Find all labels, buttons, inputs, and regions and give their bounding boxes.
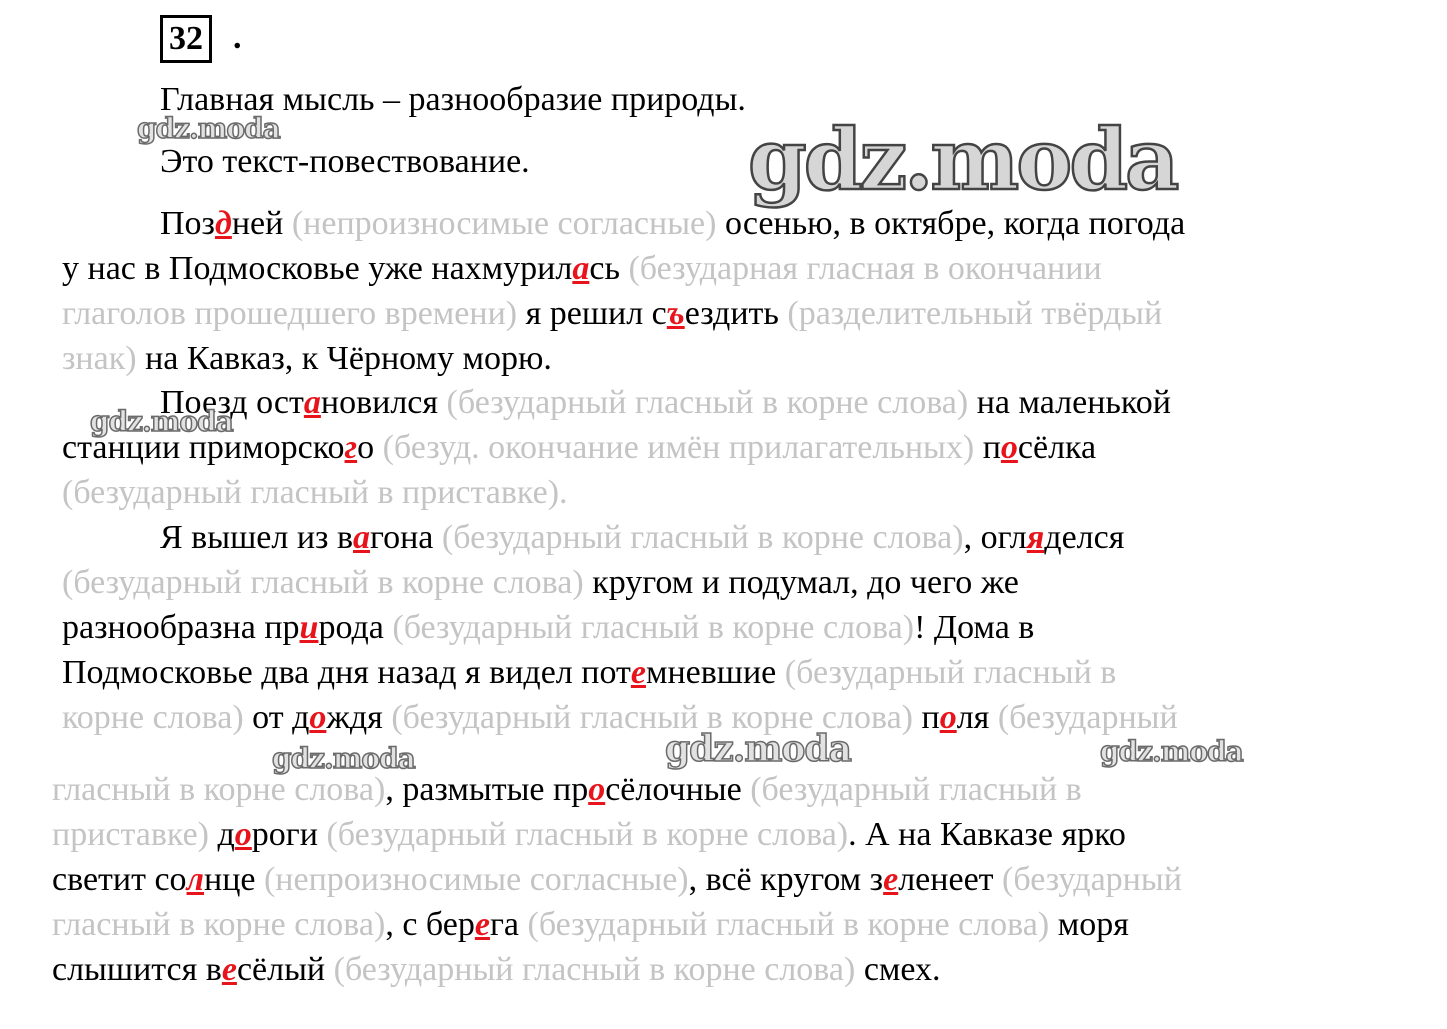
rule-note: (безуд. окончание имён прилагательных) xyxy=(382,429,975,466)
text-line xyxy=(62,563,1019,603)
text-fragment: ездить xyxy=(684,295,788,332)
text-fragment: , огл xyxy=(963,519,1027,556)
text-type-line: Это текст-повествование. xyxy=(160,143,530,180)
text-fragment: сёлка xyxy=(1017,429,1097,466)
rule-note: (безударный гласный в корне слова) xyxy=(527,906,1050,943)
text-line xyxy=(52,770,1082,810)
text-fragment: , всё кругом з xyxy=(688,861,884,898)
text-fragment: , размытые пр xyxy=(385,771,589,808)
rule-note: (непроизносимые согласные) xyxy=(291,205,717,242)
text-line xyxy=(62,249,1102,289)
rule-note: (непроизносимые согласные) xyxy=(263,861,689,898)
rule-note: гласный в корне слова) xyxy=(52,771,386,808)
highlighted-letter: и xyxy=(299,609,319,646)
watermark-large: gdz.moda xyxy=(748,110,1177,209)
text-fragment: ля xyxy=(956,699,998,736)
rule-note: (безударный гласный в приставке). xyxy=(62,474,568,511)
highlighted-letter: л xyxy=(186,861,204,898)
text-line xyxy=(160,383,1171,423)
text-fragment: моря xyxy=(1049,906,1129,943)
text-fragment: Поз xyxy=(160,205,215,242)
highlighted-letter: о xyxy=(309,699,327,736)
rule-note: (безударный гласный в xyxy=(784,654,1117,691)
text-fragment: от д xyxy=(243,699,310,736)
text-line xyxy=(62,608,1034,648)
text-fragment: осенью, в октябре, когда погода xyxy=(716,205,1186,242)
highlighted-letter: г xyxy=(344,429,358,466)
rule-note: глаголов прошедшего времени) xyxy=(62,295,518,332)
watermark: gdz.moda xyxy=(137,112,280,145)
rule-note: (безударный гласный в корне слова) xyxy=(62,564,584,601)
rule-note: (безударный гласный в xyxy=(750,771,1082,808)
highlighted-letter: е xyxy=(474,906,490,943)
text-fragment: ! Дома в xyxy=(914,609,1035,646)
text-fragment: слышится в xyxy=(52,951,222,988)
text-fragment: о xyxy=(357,429,383,466)
rule-note: (безударный гласный в корне слова) xyxy=(446,384,969,421)
highlighted-letter: а xyxy=(303,384,321,421)
exercise-number-box: 32 xyxy=(160,15,212,63)
rule-note: (безударный гласный в корне слова) xyxy=(326,816,849,853)
text-line xyxy=(62,339,552,379)
rule-note: гласный в корне слова) xyxy=(52,906,386,943)
rule-note: (безударная гласная в окончании xyxy=(628,250,1102,287)
text-fragment: Подмосковье два дня назад я видел пот xyxy=(62,654,631,691)
text-fragment: сёлочные xyxy=(605,771,751,808)
highlighted-letter: е xyxy=(883,861,899,898)
text-fragment: га xyxy=(489,906,528,943)
text-fragment: , с бер xyxy=(385,906,475,943)
text-line xyxy=(62,294,1162,334)
rule-note: (безударный гласный в корне слова) xyxy=(391,699,913,736)
watermark-medium: gdz.moda xyxy=(665,728,851,770)
text-fragment: гона xyxy=(370,519,442,556)
rule-note: (безударный гласный в корне слова) xyxy=(441,519,964,556)
highlighted-letter: е xyxy=(630,654,646,691)
main-idea-line: Главная мысль – разнообразие природы. xyxy=(160,81,746,118)
text-fragment: на маленькой xyxy=(968,384,1171,421)
rule-note: (безударный гласный в корне слова) xyxy=(392,609,915,646)
highlighted-letter: о xyxy=(1000,429,1018,466)
rule-note: (безударный xyxy=(1002,861,1182,898)
text-fragment: делся xyxy=(1044,519,1125,556)
text-fragment: кругом и подумал, до чего же xyxy=(583,564,1019,601)
text-fragment: мневшие xyxy=(645,654,785,691)
text-line xyxy=(52,905,1129,945)
text-line xyxy=(52,950,941,990)
text-fragment: роги xyxy=(251,816,327,853)
text-fragment: сёлый xyxy=(236,951,334,988)
text-line xyxy=(62,473,568,513)
highlighted-letter: о xyxy=(939,699,957,736)
highlighted-letter: д xyxy=(214,205,232,242)
watermark: gdz.moda xyxy=(90,405,233,438)
exercise-number-dot: . xyxy=(233,19,242,56)
text-line xyxy=(52,860,1182,900)
text-line xyxy=(160,204,1185,244)
highlighted-letter: о xyxy=(234,816,252,853)
rule-note: (разделительный твёрдый xyxy=(787,295,1163,332)
text-fragment: новился xyxy=(320,384,447,421)
watermark: gdz.moda xyxy=(272,742,415,775)
text-line xyxy=(62,698,1178,738)
text-fragment: станции приморско xyxy=(62,429,345,466)
text-fragment: на Кавказ, к Чёрному морю. xyxy=(136,340,552,377)
highlighted-letter: о xyxy=(588,771,606,808)
text-fragment: я решил с xyxy=(517,295,667,332)
rule-note: корне слова) xyxy=(62,699,244,736)
text-fragment: смех. xyxy=(855,951,941,988)
text-fragment: разнообразна пр xyxy=(62,609,300,646)
text-fragment: сь xyxy=(589,250,629,287)
rule-note: (безударный гласный в корне слова) xyxy=(333,951,856,988)
text-fragment: ждя xyxy=(326,699,392,736)
text-fragment: ней xyxy=(231,205,292,242)
text-fragment: п xyxy=(913,699,940,736)
text-fragment: Поезд ост xyxy=(160,384,304,421)
rule-note: (безударный xyxy=(997,699,1178,736)
highlighted-letter: я xyxy=(1026,519,1045,556)
text-line xyxy=(160,518,1124,558)
text-line xyxy=(52,815,1126,855)
text-line xyxy=(62,653,1116,693)
text-fragment: Я вышел из в xyxy=(160,519,353,556)
highlighted-letter: а xyxy=(353,519,370,556)
rule-note: знак) xyxy=(62,340,137,377)
highlighted-letter: е xyxy=(221,951,237,988)
watermark: gdz.moda xyxy=(1100,735,1243,768)
text-fragment: д xyxy=(208,816,235,853)
highlighted-letter: а xyxy=(572,250,590,287)
text-fragment: рода xyxy=(318,609,393,646)
text-fragment: . А на Кавказе ярко xyxy=(848,816,1126,853)
highlighted-letter: ъ xyxy=(666,295,685,332)
text-fragment: нце xyxy=(204,861,264,898)
rule-note: приставке) xyxy=(52,816,209,853)
text-fragment: светит со xyxy=(52,861,187,898)
text-fragment: ленеет xyxy=(898,861,1003,898)
text-fragment: у нас в Подмосковье уже нахмурил xyxy=(62,250,573,287)
text-fragment: п xyxy=(974,429,1001,466)
